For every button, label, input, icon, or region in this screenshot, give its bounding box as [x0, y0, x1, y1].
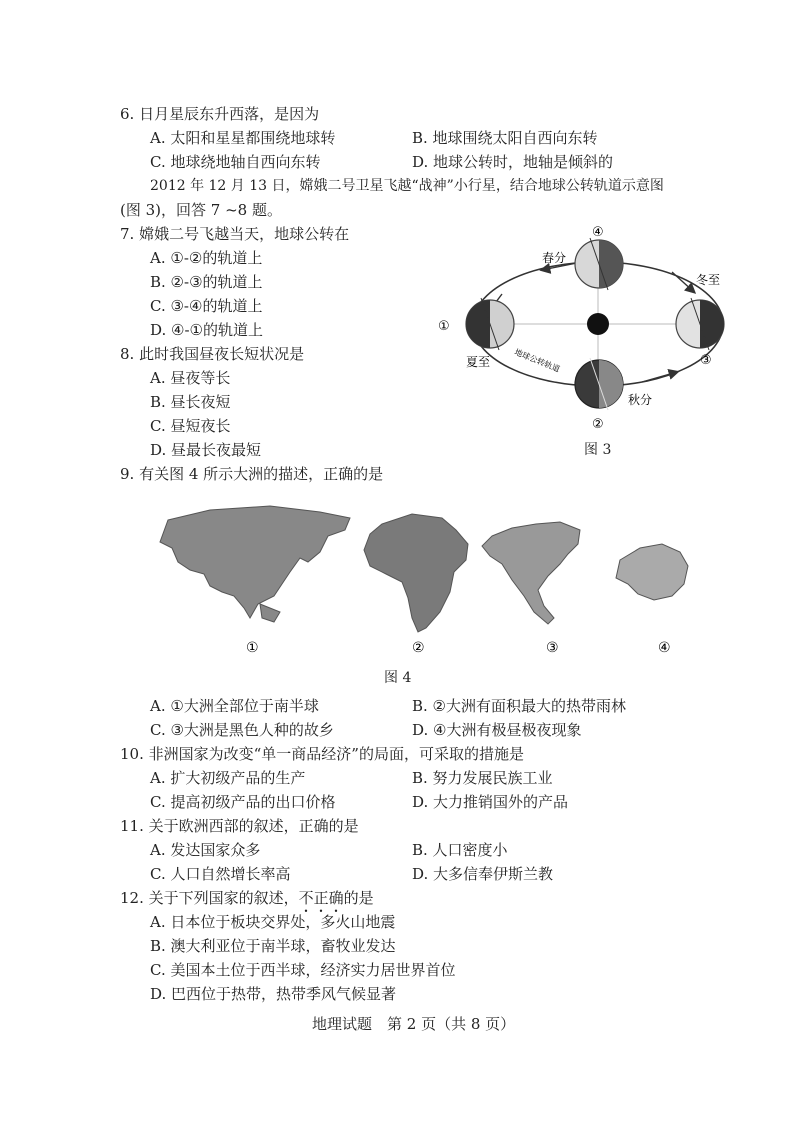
q8-stem: 8. 此时我国昼夜长短状况是: [120, 345, 305, 363]
q7-option-c: C. ③-④的轨道上: [150, 297, 263, 315]
q6-option-b: B. 地球围绕太阳自西向东转: [412, 129, 598, 147]
page-footer: 地理试题 第 2 页（共 8 页）: [312, 1015, 516, 1033]
q11-option-d: D. 大多信奉伊斯兰教: [412, 865, 554, 883]
q11-option-a: A. 发达国家众多: [150, 841, 261, 859]
earth-autumn-icon: [575, 358, 623, 410]
fig3-caption: 图 3: [584, 442, 612, 458]
fig3-label-3: ③: [700, 353, 712, 368]
continent-asia-map: [160, 506, 350, 618]
q7-option-d: D. ④-①的轨道上: [150, 321, 263, 339]
q8-option-b: B. 昼长夜短: [150, 393, 231, 411]
q12-stem-post: 的是: [343, 889, 374, 907]
q6-stem: 6. 日月星辰东升西落，是因为: [120, 105, 320, 123]
earth-summer-icon: [466, 298, 514, 350]
intro-78-line1: 2012 年 12 月 13 日，嫦娥二号卫星飞越“战神”小行星，结合地球公转轨道示意图: [150, 178, 664, 194]
q7-stem: 7. 嫦娥二号飞越当天，地球公转在: [120, 225, 350, 243]
fig4-label-2: ②: [412, 640, 425, 656]
earth-spring-icon: [575, 238, 623, 290]
fig3-label-qiufen: 秋分: [628, 393, 653, 407]
fig3-label-xiazhi: 夏至: [466, 355, 491, 369]
q11-option-b: B. 人口密度小: [412, 841, 508, 859]
q12-option-a: A. 日本位于板块交界处，多火山地震: [150, 913, 396, 931]
q12-option-d: D. 巴西位于热带，热带季风气候显著: [150, 985, 397, 1003]
q9-stem: 9. 有关图 4 所示大洲的描述，正确的是: [120, 465, 384, 483]
q8-option-d: D. 昼最长夜最短: [150, 441, 262, 459]
q8-option-c: C. 昼短夜长: [150, 417, 231, 435]
q6-option-d: D. 地球公转时，地轴是倾斜的: [412, 153, 614, 171]
fig3-label-4: ④: [592, 225, 604, 240]
q10-option-c: C. 提高初级产品的出口价格: [150, 793, 336, 811]
q6-option-a: A. 太阳和星星都围绕地球转: [150, 129, 336, 147]
q12-option-b: B. 澳大利亚位于南半球，畜牧业发达: [150, 937, 396, 955]
continents-figure: [150, 500, 690, 660]
q10-option-b: B. 努力发展民族工业: [412, 769, 553, 787]
fig4-label-3: ③: [546, 640, 559, 656]
continent-north-america-map: [482, 522, 580, 624]
q12-stem-pre: 12. 关于下列国家的叙述，: [120, 889, 299, 907]
fig4-label-1: ①: [246, 640, 259, 656]
q9-option-c: C. ③大洲是黑色人种的故乡: [150, 721, 334, 739]
intro-78-line2: (图 3)，回答 7 ~8 题。: [120, 201, 282, 219]
fig4-label-4: ④: [658, 640, 671, 656]
q11-stem: 11. 关于欧洲西部的叙述，正确的是: [120, 817, 359, 835]
q9-option-b: B. ②大洲有面积最大的热带雨林: [412, 697, 627, 715]
q10-option-a: A. 扩大初级产品的生产: [150, 769, 306, 787]
q7-option-b: B. ②-③的轨道上: [150, 273, 263, 291]
fig3-label-1: ①: [438, 319, 450, 334]
q9-option-d: D. ④大洲有极昼极夜现象: [412, 721, 582, 739]
fig3-label-2: ②: [592, 417, 604, 432]
q10-stem: 10. 非洲国家为改变“单一商品经济”的局面，可采取的措施是: [120, 745, 524, 763]
q12-option-c: C. 美国本土位于西半球，经济实力居世界首位: [150, 961, 456, 979]
q8-option-a: A. 昼夜等长: [150, 369, 231, 387]
fig4-caption: 图 4: [384, 670, 412, 686]
continent-antarctica-map: [616, 544, 688, 600]
fig3-orbit-label: 地球公转轨道: [513, 347, 562, 374]
q6-option-c: C. 地球绕地轴自西向东转: [150, 153, 321, 171]
q10-option-d: D. 大力推销国外的产品: [412, 793, 569, 811]
earth-orbit-diagram: [432, 222, 742, 434]
q7-option-a: A. ①-②的轨道上: [150, 249, 263, 267]
q9-option-a: A. ①大洲全部位于南半球: [150, 697, 319, 715]
fig3-label-chunfen: 春分: [542, 251, 567, 265]
q11-option-c: C. 人口自然增长率高: [150, 865, 291, 883]
sun-icon: [587, 313, 609, 335]
fig3-label-dongzhi: 冬至: [696, 273, 721, 287]
continent-africa-map: [364, 514, 468, 632]
q12-stem-emphasis: 不正确: [298, 889, 344, 907]
